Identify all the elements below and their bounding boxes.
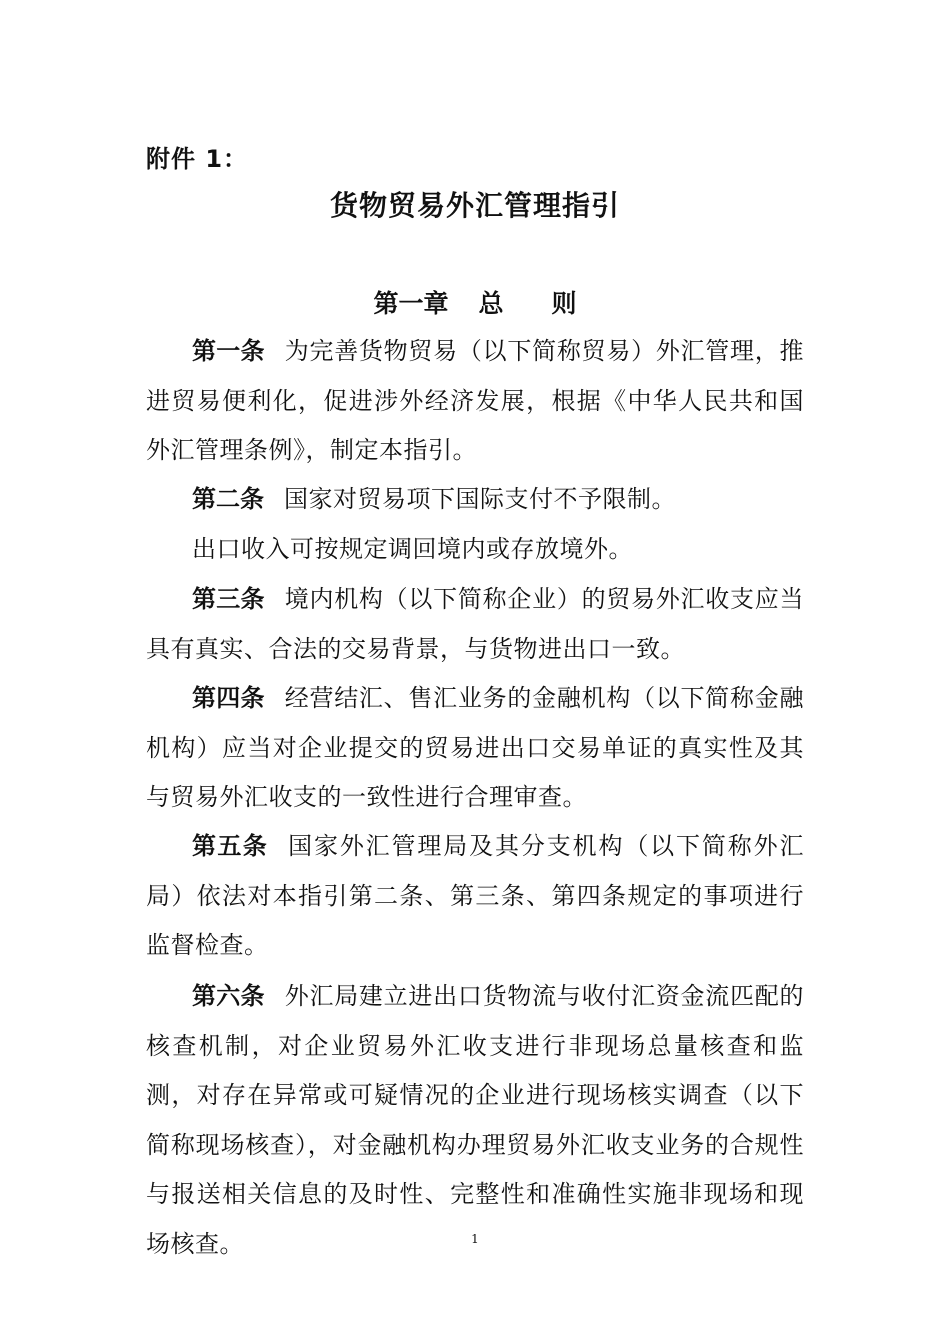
- article-label: 第三条: [192, 585, 265, 613]
- article-label: 第二条: [192, 485, 264, 513]
- article-6: [146, 972, 804, 1269]
- article-2-continuation: [146, 525, 804, 575]
- article-5: [146, 822, 804, 971]
- chapter-heading: [0, 284, 950, 320]
- chapter-name-part2: 则: [551, 289, 577, 318]
- chapter-number: 第一章: [373, 289, 449, 318]
- article-1: [146, 327, 804, 476]
- article-text: 境内机构（以下简称企业）的贸易外汇收支应当具有真实、合法的交易背景，与货物进出口一致。: [146, 585, 804, 663]
- article-text: 国家外汇管理局及其分支机构（以下简称外汇局）依法对本指引第二条、第三条、第四条规定的事项进行监督检查。: [146, 832, 805, 959]
- attachment-label: 附件 1：: [146, 145, 249, 173]
- article-label: 第一条: [192, 337, 265, 365]
- article-text: 外汇局建立进出口货物流与收付汇资金流匹配的核查机制，对企业贸易外汇收支进行非现场总量核查和监测，对存在异常或可疑情况的企业进行现场核实调查（以下简称现场核查），对金融机构办理贸易外汇收支业务的合规性与报送相关信息的及时性、完整性和准确性实施非现场和现场核查。: [146, 982, 804, 1258]
- article-label: 第五条: [192, 832, 269, 860]
- article-4: [146, 674, 804, 823]
- article-text: 为完善货物贸易（以下简称贸易）外汇管理，推进贸易便利化，促进涉外经济发展，根据《中华人民共和国外汇管理条例》，制定本指引。: [146, 337, 804, 464]
- page-number: 1: [471, 1232, 479, 1246]
- document-title: 货物贸易外汇管理指引: [329, 189, 620, 222]
- article-text: 经营结汇、售汇业务的金融机构（以下简称金融机构）应当对企业提交的贸易进出口交易单证的真实性及其与贸易外汇收支的一致性进行合理审查。: [146, 684, 804, 811]
- article-text: 出口收入可按规定调回境内或存放境外。: [192, 535, 633, 563]
- article-3: [146, 575, 804, 674]
- article-label: 第四条: [192, 684, 265, 712]
- article-2: [146, 475, 804, 525]
- article-text: 国家对贸易项下国际支付不予限制。: [284, 485, 676, 513]
- article-label: 第六条: [192, 982, 265, 1010]
- chapter-name-part1: 总: [478, 289, 504, 318]
